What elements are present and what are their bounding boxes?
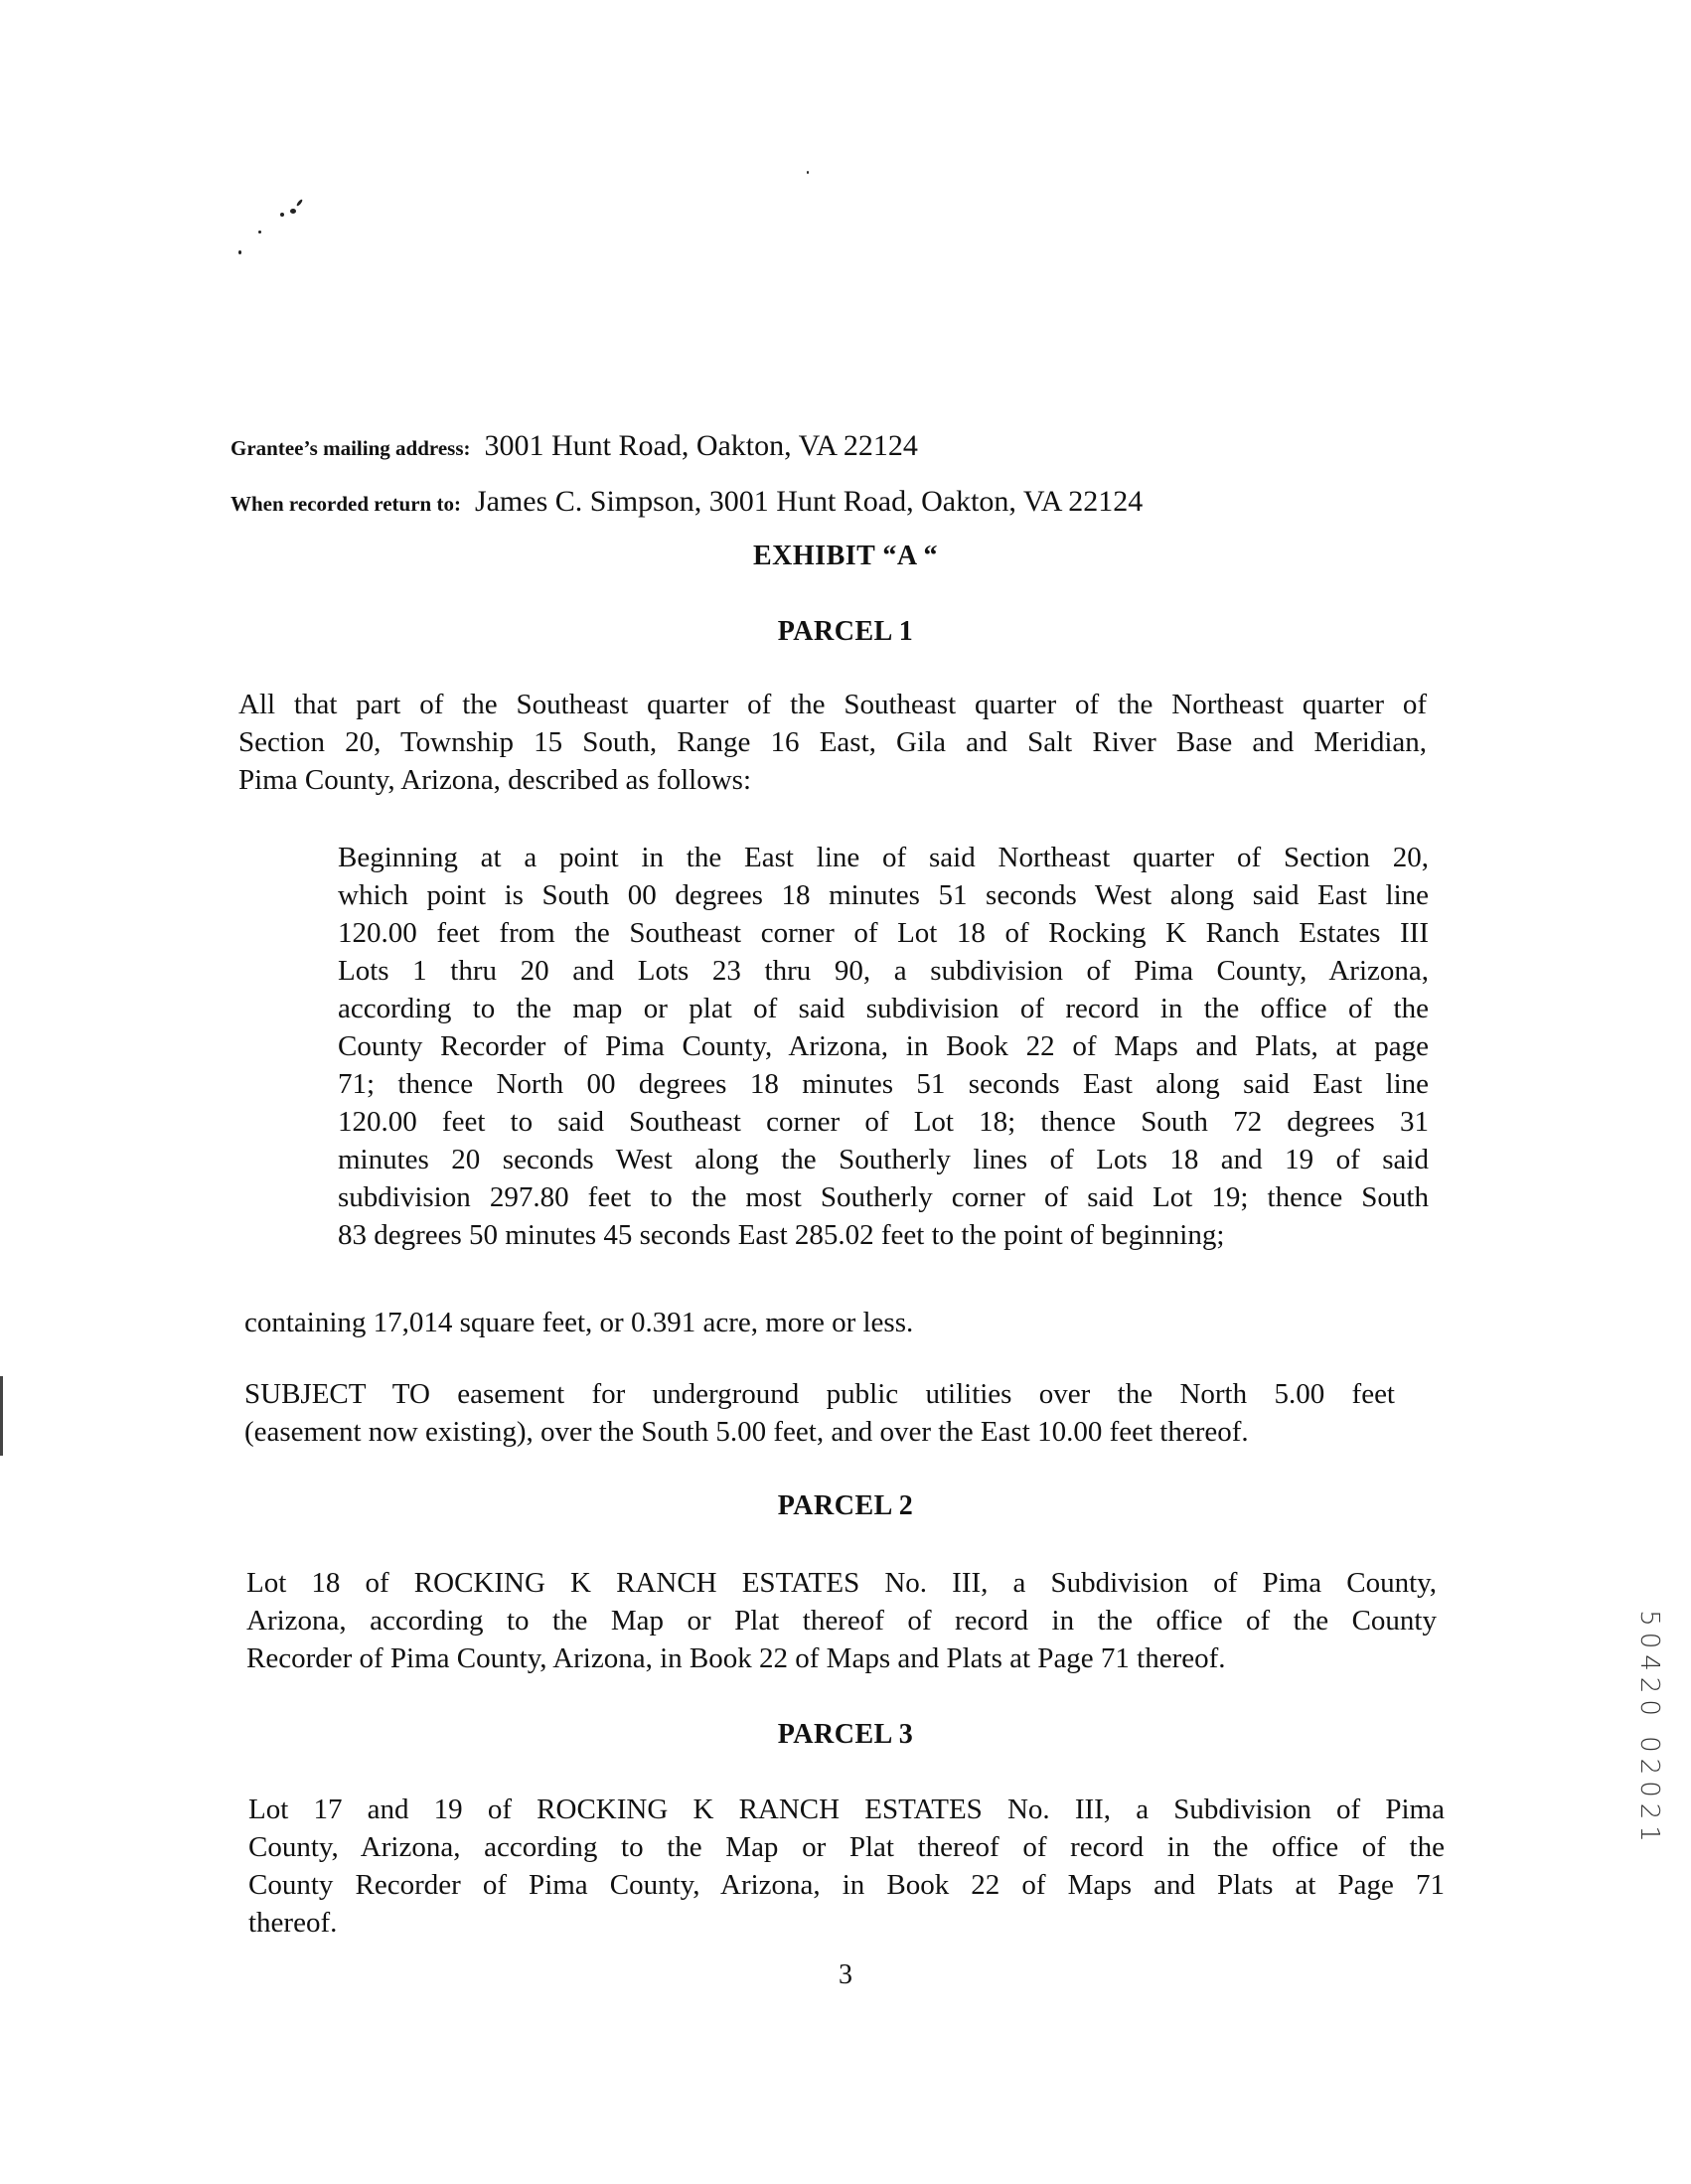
parcel-1-intro xyxy=(238,686,1427,799)
text-line: (easement now existing), over the South 5.00 feet, and over the East 10.00 feet thereof. xyxy=(244,1416,1249,1448)
return-to-label: When recorded return to: xyxy=(231,492,461,516)
grantee-address-value: 3001 Hunt Road, Oakton, VA 22124 xyxy=(484,429,918,462)
parcel-1-heading: PARCEL 1 xyxy=(777,616,914,647)
scan-speck xyxy=(238,250,241,254)
return-to-line xyxy=(231,485,1143,519)
scan-speck xyxy=(280,213,284,217)
text-line: which point is South 00 degrees 18 minutes 51 seconds West along said East line xyxy=(338,879,1429,911)
text-line: Lot 18 of ROCKING K RANCH ESTATES No. III, a Subdivision of Pima County, xyxy=(246,1567,1437,1599)
parcel-3-heading: PARCEL 3 xyxy=(777,1719,914,1750)
text-line: County, Arizona, according to the Map or Plat thereof of record in the office of the xyxy=(248,1831,1445,1863)
scan-speck xyxy=(290,209,296,214)
scan-edge-mark xyxy=(0,1376,3,1456)
scan-speck xyxy=(807,171,809,174)
text-line: 71; thence North 00 degrees 18 minutes 51 seconds East along said East line xyxy=(338,1068,1429,1100)
text-line: County Recorder of Pima County, Arizona, in Book 22 of Maps and Plats at Page 71 xyxy=(248,1869,1445,1901)
text-line: Recorder of Pima County, Arizona, in Book 22 of Maps and Plats at Page 71 thereof. xyxy=(246,1642,1226,1674)
text-line: All that part of the Southeast quarter of the Southeast quarter of the Northeast quarter of xyxy=(238,689,1427,720)
recording-stamp-text: 50420 02021 xyxy=(1634,1610,1664,1848)
parcel-2-heading: PARCEL 2 xyxy=(777,1490,914,1521)
text-line: 120.00 feet from the Southeast corner of Lot 18 of Rocking K Ranch Estates III xyxy=(338,917,1429,949)
text-line: thereof. xyxy=(248,1907,338,1939)
text-line: County Recorder of Pima County, Arizona, in Book 22 of Maps and Plats, at page xyxy=(338,1030,1429,1062)
scan-speck xyxy=(296,199,303,207)
parcel-1-containing xyxy=(244,1304,1427,1341)
text-line: Pima County, Arizona, described as follows: xyxy=(238,764,752,796)
scan-speck xyxy=(258,231,261,234)
text-line: according to the map or plat of said subdivision of record in the office of the xyxy=(338,993,1429,1024)
text-line: Lot 17 and 19 of ROCKING K RANCH ESTATES No. III, a Subdivision of Pima xyxy=(248,1794,1445,1825)
recording-stamp xyxy=(1629,1600,1669,1858)
page-number: 3 xyxy=(839,1959,852,1990)
text-line: Beginning at a point in the East line of said Northeast quarter of Section 20, xyxy=(338,842,1429,873)
grantee-address-line xyxy=(231,429,918,463)
parcel-1-description xyxy=(338,839,1429,1254)
return-to-value: James C. Simpson, 3001 Hunt Road, Oakton, VA 22124 xyxy=(474,485,1144,518)
text-line: Lots 1 thru 20 and Lots 23 thru 90, a subdivision of Pima County, Arizona, xyxy=(338,955,1429,987)
text-line: Section 20, Township 15 South, Range 16 East, Gila and Salt River Base and Meridian, xyxy=(238,726,1427,758)
text-line: 83 degrees 50 minutes 45 seconds East 285.02 feet to the point of beginning; xyxy=(338,1219,1225,1251)
parcel-2-description xyxy=(246,1564,1437,1677)
text-line: Arizona, according to the Map or Plat thereof of record in the office of the County xyxy=(246,1605,1437,1637)
text-line: SUBJECT TO easement for underground public utilities over the North 5.00 feet xyxy=(244,1378,1395,1410)
parcel-1-subject-to xyxy=(244,1375,1395,1451)
text-line: containing 17,014 square feet, or 0.391 acre, more or less. xyxy=(244,1307,914,1338)
parcel-3-description xyxy=(248,1791,1445,1942)
exhibit-title: EXHIBIT “A “ xyxy=(753,541,938,571)
text-line: subdivision 297.80 feet to the most Southerly corner of said Lot 19; thence South xyxy=(338,1181,1429,1213)
text-line: 120.00 feet to said Southeast corner of Lot 18; thence South 72 degrees 31 xyxy=(338,1106,1429,1138)
grantee-address-label: Grantee’s mailing address: xyxy=(231,436,471,460)
text-line: minutes 20 seconds West along the Southerly lines of Lots 18 and 19 of said xyxy=(338,1144,1429,1175)
